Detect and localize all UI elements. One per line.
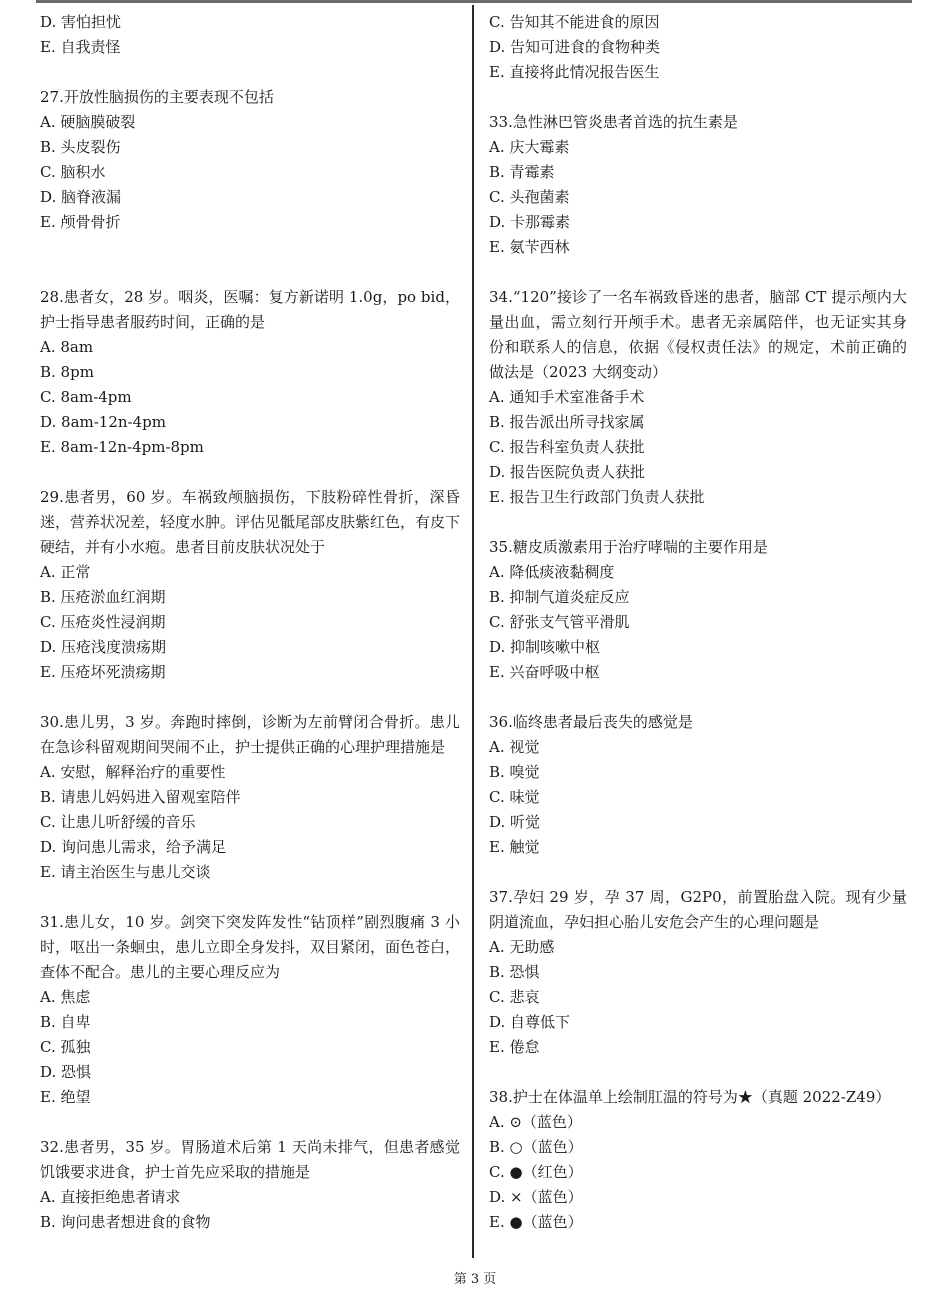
option: B. 恐惧 bbox=[489, 963, 540, 981]
left-column bbox=[40, 10, 460, 1235]
question-stem: 38.护士在体温单上绘制肛温的符号为★（真题 2022-Z49） bbox=[489, 1088, 891, 1106]
top-rule bbox=[36, 0, 912, 3]
question-36 bbox=[489, 710, 907, 860]
option: E. 触觉 bbox=[489, 838, 540, 856]
option: B. ○（蓝色） bbox=[489, 1138, 583, 1156]
option: B. 压疮淤血红润期 bbox=[40, 588, 166, 606]
option: E. 压疮坏死溃疡期 bbox=[40, 663, 166, 681]
option: E. 自我责怪 bbox=[40, 38, 121, 56]
option: E. 直接将此情况报告医生 bbox=[489, 63, 660, 81]
question-stem: 29.患者男，60 岁。车祸致颅脑损伤，下肢粉碎性骨折，深昏迷，营养状况差，轻度水肿。评估见骶尾部皮肤紫红色，有皮下硬结，并有小水疱。患者目前皮肤状况处于 bbox=[40, 488, 461, 556]
option: B. 询问患者想进食的食物 bbox=[40, 1213, 211, 1231]
option: D. 8am-12n-4pm bbox=[40, 413, 166, 431]
option: A. 硬脑膜破裂 bbox=[40, 113, 136, 131]
question-stem: 34.“120”接诊了一名车祸致昏迷的患者，脑部 CT 提示颅内大量出血，需立刻行开颅手术。患者无亲属陪伴，也无证实其身份和联系人的信息，依据《侵权责任法》的规定，术前正确的做法是（2023 大纲变动） bbox=[489, 288, 907, 381]
option: B. 报告派出所寻找家属 bbox=[489, 413, 645, 431]
option: B. 青霉素 bbox=[489, 163, 555, 181]
option: E. 报告卫生行政部门负责人获批 bbox=[489, 488, 705, 506]
question-30 bbox=[40, 710, 460, 885]
option: A. 通知手术室准备手术 bbox=[489, 388, 645, 406]
option: E. ●（蓝色） bbox=[489, 1213, 583, 1231]
option: D. 卡那霉素 bbox=[489, 213, 571, 231]
option: D. 害怕担忧 bbox=[40, 13, 122, 31]
option: A. 直接拒绝患者请求 bbox=[40, 1188, 181, 1206]
option: A. 8am bbox=[40, 338, 94, 356]
option: C. 压疮炎性浸润期 bbox=[40, 613, 166, 631]
option: B. 请患儿妈妈进入留观室陪伴 bbox=[40, 788, 241, 806]
option: A. 焦虑 bbox=[40, 988, 91, 1006]
question-32 bbox=[40, 1135, 460, 1235]
option: C. 8am-4pm bbox=[40, 388, 132, 406]
option: E. 倦怠 bbox=[489, 1038, 540, 1056]
question-33 bbox=[489, 110, 907, 260]
question-stem: 35.糖皮质激素用于治疗哮喘的主要作用是 bbox=[489, 538, 768, 556]
option: C. 告知其不能进食的原因 bbox=[489, 13, 660, 31]
option: D. 自尊低下 bbox=[489, 1013, 571, 1031]
option: D. 恐惧 bbox=[40, 1063, 92, 1081]
question-stem: 27.开放性脑损伤的主要表现不包括 bbox=[40, 88, 274, 106]
option: C. 头孢菌素 bbox=[489, 188, 570, 206]
option: B. 8pm bbox=[40, 363, 94, 381]
question-stem: 30.患儿男，3 岁。奔跑时摔倒，诊断为左前臂闭合骨折。患儿在急诊科留观期间哭闹不止，护士提供正确的心理护理措施是 bbox=[40, 713, 460, 756]
question-stem: 36.临终患者最后丧失的感觉是 bbox=[489, 713, 693, 731]
option: A. 视觉 bbox=[489, 738, 540, 756]
option: B. 自卑 bbox=[40, 1013, 91, 1031]
option: E. 8am-12n-4pm-8pm bbox=[40, 438, 204, 456]
option: D. 压疮浅度溃疡期 bbox=[40, 638, 167, 656]
question-34 bbox=[489, 285, 907, 510]
question-26-tail bbox=[40, 10, 460, 60]
option: D. 询问患儿需求，给予满足 bbox=[40, 838, 227, 856]
question-28 bbox=[40, 285, 460, 460]
option: A. 降低痰液黏稠度 bbox=[489, 563, 615, 581]
option: D. 告知可进食的食物种类 bbox=[489, 38, 661, 56]
option: E. 请主治医生与患儿交谈 bbox=[40, 863, 211, 881]
option: B. 嗅觉 bbox=[489, 763, 540, 781]
option: C. 让患儿听舒缓的音乐 bbox=[40, 813, 196, 831]
option: E. 兴奋呼吸中枢 bbox=[489, 663, 600, 681]
question-29 bbox=[40, 485, 460, 685]
option: D. 抑制咳嗽中枢 bbox=[489, 638, 601, 656]
page-number: 第 3 页 bbox=[453, 1272, 497, 1287]
option: C. 脑积水 bbox=[40, 163, 106, 181]
option: C. 孤独 bbox=[40, 1038, 91, 1056]
option: C. 舒张支气管平滑肌 bbox=[489, 613, 630, 631]
column-divider bbox=[472, 5, 474, 1258]
option: A. 无助感 bbox=[489, 938, 555, 956]
option: D. 报告医院负责人获批 bbox=[489, 463, 646, 481]
question-35 bbox=[489, 535, 907, 685]
option: E. 氨苄西林 bbox=[489, 238, 570, 256]
option: E. 颅骨骨折 bbox=[40, 213, 121, 231]
option: A. 安慰，解释治疗的重要性 bbox=[40, 763, 226, 781]
right-column bbox=[489, 10, 907, 1235]
option: B. 抑制气道炎症反应 bbox=[489, 588, 630, 606]
option: A. 庆大霉素 bbox=[489, 138, 570, 156]
question-37 bbox=[489, 885, 907, 1060]
option: D. 听觉 bbox=[489, 813, 541, 831]
question-stem: 33.急性淋巴管炎患者首选的抗生素是 bbox=[489, 113, 738, 131]
option: D. ×（蓝色） bbox=[489, 1188, 583, 1206]
question-32-tail bbox=[489, 10, 907, 85]
option: C. 悲哀 bbox=[489, 988, 540, 1006]
option: D. 脑脊液漏 bbox=[40, 188, 122, 206]
option: C. 味觉 bbox=[489, 788, 540, 806]
question-38 bbox=[489, 1085, 907, 1235]
option: C. ●（红色） bbox=[489, 1163, 583, 1181]
question-stem: 28.患者女，28 岁。咽炎，医嘱：复方新诺明 1.0g，po bid，护士指导患者服药时间，正确的是 bbox=[40, 288, 460, 331]
option: A. ⊙（蓝色） bbox=[489, 1113, 582, 1131]
option: E. 绝望 bbox=[40, 1088, 91, 1106]
question-27 bbox=[40, 85, 460, 235]
question-31 bbox=[40, 910, 460, 1110]
option: A. 正常 bbox=[40, 563, 91, 581]
question-stem: 32.患者男，35 岁。胃肠道术后第 1 天尚未排气，但患者感觉饥饿要求进食，护士首先应采取的措施是 bbox=[40, 1138, 460, 1181]
question-stem: 31.患儿女，10 岁。剑突下突发阵发性“钻顶样”剧烈腹痛 3 小时，呕出一条蛔虫，患儿立即全身发抖，双目紧闭，面色苍白，查体不配合。患儿的主要心理反应为 bbox=[40, 913, 461, 981]
question-stem: 37.孕妇 29 岁，孕 37 周，G2P0，前置胎盘入院。现有少量阴道流血，孕妇担心胎儿安危会产生的心理问题是 bbox=[489, 888, 907, 931]
option: B. 头皮裂伤 bbox=[40, 138, 121, 156]
option: C. 报告科室负责人获批 bbox=[489, 438, 645, 456]
